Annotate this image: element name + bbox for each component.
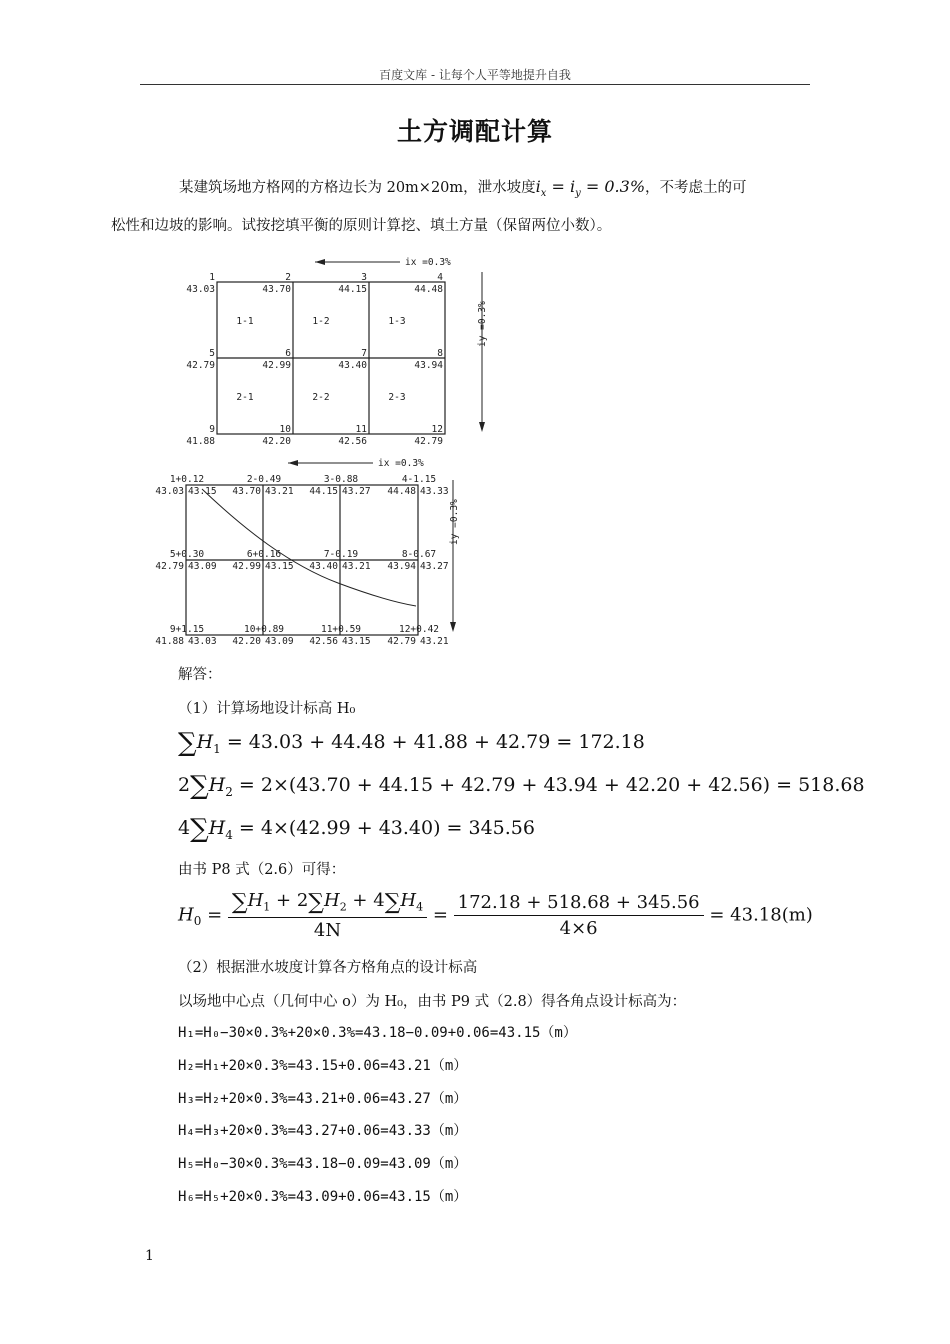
node-elevation: 43.40 [309, 561, 338, 572]
node-construction-height: 12+0.42 [398, 624, 440, 635]
node-number: 10 [279, 424, 291, 435]
node-design-elevation: 43.15 [265, 561, 294, 572]
node-elevation: 42.79 [414, 436, 443, 447]
node-elevation: 42.99 [232, 561, 261, 572]
node-number: 4 [437, 272, 443, 283]
node-elevation: 43.94 [414, 360, 443, 371]
grid-diagram-original [175, 252, 495, 452]
ix-arrow [315, 257, 451, 268]
step1-heading: （1）计算场地设计标高 H₀ [178, 701, 356, 717]
node-elevation: 42.99 [262, 360, 291, 371]
step2-heading: （2）根据泄水坡度计算各方格角点的设计标高 [178, 960, 478, 976]
calc-line-5: H₅=H₀−30×0.3%=43.18−0.09=43.09（m） [178, 1156, 468, 1172]
node-elevation: 41.88 [186, 436, 215, 447]
cell-label: 2-2 [312, 392, 330, 403]
node-design-elevation: 43.15 [342, 636, 371, 647]
h0-num-numeric: 172.18 + 518.68 + 345.56 [454, 892, 704, 916]
node-number: 11 [355, 424, 367, 435]
node-elevation: 44.48 [414, 284, 443, 295]
page-number: 1 [145, 1248, 154, 1264]
node-number: 12 [431, 424, 443, 435]
h0-result: = 43.18(m) [709, 904, 813, 926]
intro-text-3: 松性和边坡的影响。试按挖填平衡的原则计算挖、填土方量（保留两位小数）。 [111, 218, 612, 235]
node-number: 1 [209, 272, 215, 283]
grid-lines [217, 282, 445, 434]
node-construction-height: 10+0.89 [243, 624, 285, 635]
h0-fraction-symbolic: $\frac{\sum H_1 + 2\sum H_2 + 4\sum H_4}{4N}$ [228, 890, 427, 941]
ix-label-2: ix =0.3% [378, 458, 424, 469]
node-elevation: 43.70 [232, 486, 261, 497]
node-number: 9 [209, 424, 215, 435]
node-construction-height: 8-0.67 [401, 549, 437, 560]
eq2-rhs: = 2×(43.70 + 44.15 + 42.79 + 43.94 + 42.20 + 42.56) = 518.68 [238, 774, 865, 796]
cell-label: 2-3 [388, 392, 406, 403]
node-elevation: 41.88 [155, 636, 184, 647]
page-header: 百度文库 - 让每个人平等地提升自我 [379, 68, 571, 82]
node-construction-height: 11+0.59 [320, 624, 362, 635]
iy-label: iy =0.3% [477, 301, 488, 347]
node-number: 8 [437, 348, 443, 359]
node-elevation: 42.79 [387, 636, 416, 647]
node-elevation: 42.79 [186, 360, 215, 371]
h0-fraction-numeric [454, 892, 704, 939]
node-design-elevation: 43.09 [188, 561, 217, 572]
cell-label: 1-1 [236, 316, 254, 327]
equation-sum-h2: $2\sum H_2 = 2\times(43.70 + 44.15 + 42.79 + 43.94 + 42.20 + 42.56) = 518.68$ [178, 771, 865, 801]
node-design-elevation: 43.21 [265, 486, 294, 497]
iy-label-2: iy =0.3% [449, 499, 460, 545]
node-construction-height: 3-0.88 [323, 474, 359, 485]
h0-den-symbolic: 4N [313, 920, 342, 941]
node-design-elevation: 43.21 [342, 561, 371, 572]
node-construction-height: 2-0.49 [246, 474, 282, 485]
node-elevation: 43.03 [155, 486, 184, 497]
node-design-elevation: 43.09 [265, 636, 294, 647]
node-number: 3 [361, 272, 367, 283]
node-design-elevation: 43.33 [420, 486, 449, 497]
eq3-rhs: = 4×(42.99 + 43.40) = 345.56 [238, 817, 535, 839]
cell-label: 1-2 [312, 316, 330, 327]
node-number: 7 [361, 348, 367, 359]
grid-diagram-design [150, 455, 470, 655]
node-number: 5 [209, 348, 215, 359]
node-elevation: 44.15 [338, 284, 367, 295]
node-elevation: 44.15 [309, 486, 338, 497]
node-construction-height: 5+0.30 [169, 549, 205, 560]
node-elevation: 44.48 [387, 486, 416, 497]
reference-line: 由书 P8 式（2.6）可得： [178, 862, 346, 878]
node-labels [186, 272, 443, 447]
ix-label: ix =0.3% [405, 257, 451, 268]
header-rule [140, 84, 810, 85]
document-title: 土方调配计算 [396, 117, 553, 146]
node-elevation: 43.70 [262, 284, 291, 295]
step2-description: 以场地中心点（几何中心 o）为 H₀，由书 P9 式（2.8）得各角点设计标高为： [178, 994, 687, 1010]
node-elevation: 42.20 [262, 436, 291, 447]
node-elevation: 43.40 [338, 360, 367, 371]
node-elevation: 42.56 [309, 636, 338, 647]
grid-lines-2 [186, 485, 418, 635]
iy-arrow [477, 272, 488, 432]
calc-line-3: H₃=H₂+20×0.3%=43.21+0.06=43.27（m） [178, 1091, 468, 1107]
node-number: 6 [285, 348, 291, 359]
iy-arrow-2 [449, 480, 460, 632]
calc-line-6: H₆=H₅+20×0.3%=43.09+0.06=43.15（m） [178, 1189, 468, 1205]
node-design-elevation: 43.21 [420, 636, 449, 647]
node-elevation: 42.20 [232, 636, 261, 647]
calc-line-2: H₂=H₁+20×0.3%=43.15+0.06=43.21（m） [178, 1058, 468, 1074]
node-construction-height: 9+1.15 [169, 624, 205, 635]
equation-sum-h4: $4\sum H_4 = 4\times(42.99 + 43.40) = 345.56$ [178, 814, 535, 844]
node-construction-height: 4-1.15 [401, 474, 437, 485]
node-elevation: 43.03 [186, 284, 215, 295]
h0-den-numeric: 4×6 [559, 918, 598, 939]
problem-statement [111, 170, 825, 243]
cell-label: 1-3 [388, 316, 406, 327]
zero-line-curve [202, 489, 416, 606]
node-construction-height: 6+0.16 [246, 549, 282, 560]
eq1-rhs: = 43.03 + 44.48 + 41.88 + 42.79 = 172.18 [226, 731, 645, 753]
node-number: 2 [285, 272, 291, 283]
node-construction-height: 7-0.19 [323, 549, 359, 560]
slope-formula: $i_x = i_y = 0.3\%$ [535, 177, 646, 200]
node-elevation: 43.94 [387, 561, 416, 572]
node-design-elevation: 43.27 [420, 561, 449, 572]
intro-text-1: 某建筑场地方格网的方格边长为 20m×20m，泄水坡度 [179, 180, 536, 196]
node-elevation: 42.56 [338, 436, 367, 447]
node-construction-height: 1+0.12 [169, 474, 205, 485]
intro-text-2: ，不考虑土的可 [645, 180, 747, 196]
node-design-elevation: 43.15 [188, 486, 217, 497]
node-elevation: 42.79 [155, 561, 184, 572]
node-design-elevation: 43.27 [342, 486, 371, 497]
calc-line-1: H₁=H₀−30×0.3%+20×0.3%=43.18−0.09+0.06=43.15（m） [178, 1025, 577, 1041]
cell-label: 2-1 [236, 392, 254, 403]
node-design-elevation: 43.03 [188, 636, 217, 647]
equation-sum-h1: $\sum H_1 = 43.03 + 44.48 + 41.88 + 42.79 = 172.18$ [178, 728, 645, 758]
ix-arrow-2 [288, 458, 424, 469]
equation-h0: $H_0$ = $\frac{\sum H_1 + 2\sum H_2 + 4\sum H_4}{4N}$ = $\frac{172.18 + 518.68 + 345.56}{4\times 6}$ = 43.18(m) [178, 890, 813, 941]
answer-label: 解答： [178, 667, 222, 683]
calc-line-4: H₄=H₃+20×0.3%=43.27+0.06=43.33（m） [178, 1123, 468, 1139]
